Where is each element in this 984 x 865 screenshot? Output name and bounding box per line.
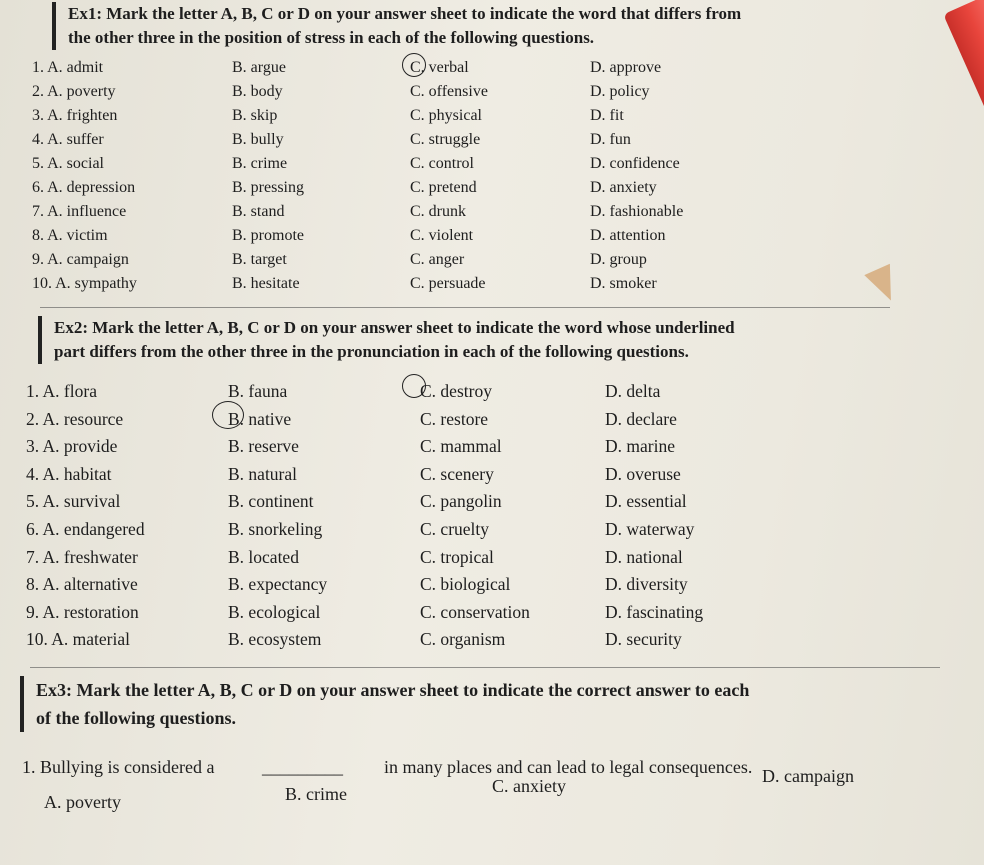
option-b[interactable]: B. promote <box>232 227 304 244</box>
option-a[interactable]: 8. A. alternative <box>26 574 138 595</box>
option-c[interactable]: C. tropical <box>420 546 494 567</box>
divider-1 <box>40 307 890 308</box>
option-a[interactable]: 5. A. social <box>32 155 104 172</box>
option-d[interactable]: D. marine <box>605 436 675 457</box>
option-c[interactable]: C. pangolin <box>420 491 502 512</box>
question-row <box>0 59 960 85</box>
option-d[interactable]: D. essential <box>605 491 687 512</box>
option-c[interactable]: C. control <box>410 155 474 172</box>
option-d[interactable]: D. approve <box>590 59 662 76</box>
question-row <box>0 574 960 600</box>
option-a[interactable]: 9. A. campaign <box>32 251 129 268</box>
exercise-2-title-line1: Ex2: Mark the letter A, B, C or D on your answer sheet to indicate the word whose underlined <box>54 318 735 337</box>
option-b[interactable]: B. hesitate <box>232 275 300 292</box>
option-b[interactable]: B. stand <box>232 203 285 220</box>
option-a[interactable]: 8. A. victim <box>32 227 108 244</box>
question-row <box>0 83 960 109</box>
question-row <box>0 519 960 545</box>
answer-circle-1c <box>402 53 426 77</box>
exercise-3-title-line1: Ex3: Mark the letter A, B, C or D on your answer sheet to indicate the correct answer to each <box>36 680 750 700</box>
option-c[interactable]: C. physical <box>410 107 482 124</box>
option-b[interactable]: B. native <box>228 408 292 429</box>
exercise-2-title <box>38 316 904 364</box>
option-d[interactable]: D. fascinating <box>605 601 704 622</box>
option-b[interactable]: B. bully <box>232 131 284 148</box>
option-b[interactable]: B. continent <box>228 491 314 512</box>
option-c[interactable]: C. pretend <box>410 179 477 196</box>
question-row <box>0 547 960 573</box>
option-a[interactable]: 10. A. material <box>26 629 131 650</box>
question-row <box>0 107 960 133</box>
question-row <box>0 464 960 490</box>
option-c[interactable]: C. persuade <box>410 275 486 292</box>
exercise-1-title-line2: the other three in the position of stress in each of the following questions. <box>68 28 595 47</box>
option-c[interactable]: C. violent <box>410 227 474 244</box>
option-c[interactable]: C. conservation <box>420 601 530 622</box>
option-b[interactable]: B. expectancy <box>228 574 328 595</box>
question-1-option-d[interactable]: D. campaign <box>762 766 854 786</box>
option-a[interactable]: 2. A. resource <box>26 408 124 429</box>
option-d[interactable]: D. anxiety <box>590 179 657 196</box>
question-1-option-b[interactable]: B. crime <box>285 784 347 804</box>
exercise-1-title <box>52 2 888 50</box>
option-c[interactable]: C. cruelty <box>420 519 490 539</box>
question-1-option-c[interactable]: C. anxiety <box>492 776 566 796</box>
option-d[interactable]: D. diversity <box>605 574 688 595</box>
option-d[interactable]: D. declare <box>605 408 677 429</box>
question-1-blank[interactable]: _________ <box>262 757 343 777</box>
option-d[interactable]: D. fun <box>590 131 631 148</box>
option-a[interactable]: 9. A. restoration <box>26 601 139 622</box>
option-c[interactable]: C. scenery <box>420 463 494 484</box>
option-d[interactable]: D. overuse <box>605 463 681 484</box>
question-row <box>0 491 960 517</box>
option-a[interactable]: 7. A. influence <box>32 203 127 220</box>
exercise-3-title-line2: of the following questions. <box>36 708 237 728</box>
question-row <box>0 251 960 277</box>
option-d[interactable]: D. fashionable <box>590 203 684 220</box>
question-row <box>0 155 960 181</box>
option-b[interactable]: B. natural <box>228 463 298 484</box>
question-1-option-a[interactable]: A. poverty <box>44 792 121 812</box>
option-c[interactable]: C. anger <box>410 251 465 268</box>
option-b[interactable]: B. skip <box>232 107 278 124</box>
option-d[interactable]: D. smoker <box>590 275 657 292</box>
question-row <box>0 409 960 435</box>
option-a[interactable]: 6. A. depression <box>32 179 136 196</box>
question-1-stem-end: in many places and can lead to legal consequences. <box>384 757 753 777</box>
option-b[interactable]: B. fauna <box>228 381 288 401</box>
option-c[interactable]: C. struggle <box>410 131 481 148</box>
option-a[interactable]: 1. A. admit <box>32 59 104 76</box>
question-row <box>0 203 960 229</box>
option-d[interactable]: D. national <box>605 546 683 567</box>
option-a[interactable]: 5. A. survival <box>26 491 121 512</box>
question-row <box>0 602 960 628</box>
option-c[interactable]: C. offensive <box>410 83 488 100</box>
option-b[interactable]: B. pressing <box>232 179 304 196</box>
question-row <box>0 436 960 462</box>
option-a[interactable]: 4. A. suffer <box>32 131 104 148</box>
option-b[interactable]: B. located <box>228 546 299 567</box>
option-d[interactable]: D. security <box>605 629 682 650</box>
question-row <box>0 381 960 407</box>
question-row <box>0 275 960 301</box>
option-b[interactable]: B. reserve <box>228 436 299 457</box>
option-a[interactable]: 7. A. freshwater <box>26 546 138 567</box>
question-row <box>0 179 960 205</box>
option-c[interactable]: C. biological <box>420 574 511 595</box>
option-a[interactable]: 3. A. frighten <box>32 107 118 124</box>
question-1-stem-start: 1. Bullying is considered a <box>22 757 215 777</box>
option-c[interactable]: C. organism <box>420 629 506 650</box>
divider-2 <box>30 667 940 668</box>
option-a[interactable]: 3. A. provide <box>26 436 118 457</box>
option-b[interactable]: B. target <box>232 251 287 268</box>
option-a[interactable]: 4. A. habitat <box>26 463 112 484</box>
option-b[interactable]: B. body <box>232 83 283 100</box>
option-c[interactable]: C. restore <box>420 408 489 429</box>
option-b[interactable]: B. snorkeling <box>228 519 323 539</box>
option-d[interactable]: D. group <box>590 251 647 268</box>
option-c[interactable]: C. destroy <box>420 381 492 401</box>
option-a[interactable]: 10. A. sympathy <box>32 275 137 292</box>
option-c[interactable]: C. drunk <box>410 203 466 220</box>
question-row <box>0 629 960 655</box>
option-c[interactable]: C. mammal <box>420 436 502 457</box>
option-a[interactable]: 1. A. flora <box>26 381 97 401</box>
option-a[interactable]: 6. A. endangered <box>26 519 145 539</box>
answer-circle-1c <box>402 374 426 398</box>
option-a[interactable]: 2. A. poverty <box>32 83 116 100</box>
question-row <box>0 227 960 253</box>
option-d[interactable]: D. waterway <box>605 519 695 539</box>
option-c[interactable]: C. verbal <box>410 59 469 76</box>
option-b[interactable]: B. argue <box>232 59 286 76</box>
option-d[interactable]: D. fit <box>590 107 624 124</box>
option-b[interactable]: B. ecosystem <box>228 629 322 650</box>
option-d[interactable]: D. attention <box>590 227 666 244</box>
exercise-1-title-line1: Ex1: Mark the letter A, B, C or D on your answer sheet to indicate the word that differs from <box>68 4 742 23</box>
option-d[interactable]: D. confidence <box>590 155 680 172</box>
option-d[interactable]: D. delta <box>605 381 661 401</box>
answer-circle-2b <box>212 401 244 429</box>
option-b[interactable]: B. ecological <box>228 601 321 622</box>
option-b[interactable]: B. crime <box>232 155 288 172</box>
exercise-2-title-line2: part differs from the other three in the pronunciation in each of the following questions. <box>54 342 689 361</box>
exercise-3-title <box>20 676 936 732</box>
question-row <box>0 131 960 157</box>
option-d[interactable]: D. policy <box>590 83 650 100</box>
